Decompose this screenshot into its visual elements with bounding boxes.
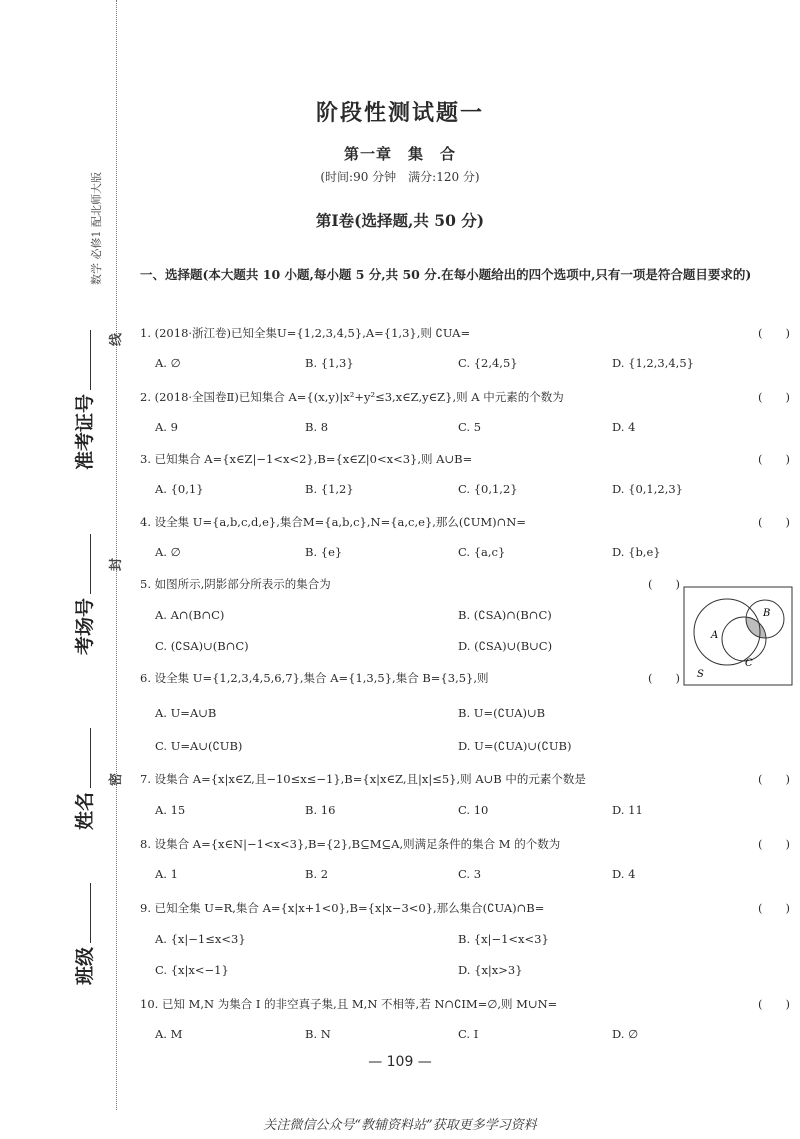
- option-a: A. {x|−1≤x<3}: [155, 932, 246, 946]
- option-a: A. A∩(B∩C): [155, 608, 225, 622]
- question-stem: 10. 已知 M,N 为集合 I 的非空真子集,且 M,N 不相等,若 N∩∁IM=∅,则 M∪N=: [140, 997, 558, 1011]
- cut-word-secret: 密: [109, 772, 125, 787]
- question-stem: 8. 设集合 A={x∈N|−1<x<3},B={2},B⊆M⊆A,则满足条件的集合 M 的个数为: [140, 837, 561, 851]
- class-field: [70, 883, 97, 985]
- answer-paren: ( ): [758, 515, 790, 529]
- option-b: B. {1,3}: [305, 356, 354, 370]
- option-d: D. U=(∁UA)∪(∁UB): [458, 739, 572, 753]
- name-label: 姓名: [74, 791, 96, 830]
- option-d: D. 4: [612, 420, 636, 434]
- answer-paren: ( ): [758, 837, 790, 851]
- binding-dotted-line: [116, 0, 117, 1110]
- option-b: B. U=(∁UA)∪B: [458, 706, 546, 720]
- option-b: B. 8: [305, 420, 329, 434]
- option-d: D. {1,2,3,4,5}: [612, 356, 694, 370]
- option-b: B. (∁SA)∩(B∩C): [458, 608, 552, 622]
- question-stem: 5. 如图所示,阴影部分所表示的集合为: [140, 577, 331, 591]
- option-c: C. 5: [458, 420, 482, 434]
- question-5: [140, 576, 680, 594]
- answer-paren: ( ): [758, 326, 790, 340]
- option-b: B. {1,2}: [305, 482, 354, 496]
- venn-diagram: [683, 586, 793, 686]
- option-d: D. 4: [612, 867, 636, 881]
- class-blank: [76, 883, 91, 943]
- question-stem: 7. 设集合 A={x|x∈Z,且−10≤x≤−1},B={x|x∈Z,且|x|≤5},则 A∪B 中的元素个数是: [140, 772, 586, 786]
- time-score-info: (时间:90 分钟 满分:120 分): [320, 170, 480, 184]
- option-b: B. 2: [305, 867, 329, 881]
- option-c: C. {x|x<−1}: [155, 963, 229, 977]
- question-stem: 4. 设全集 U={a,b,c,d,e},集合M={a,b,c},N={a,c,e},那么(∁UM)∩N=: [140, 515, 527, 529]
- volume-title: 第Ⅰ卷(选择题,共 50 分): [315, 211, 485, 230]
- question-stem: 3. 已知集合 A={x∈Z|−1<x<2},B={x∈Z|0<x<3},则 A∪B=: [140, 452, 473, 466]
- answer-paren: ( ): [758, 452, 790, 466]
- exam-id-field: [70, 330, 97, 470]
- exam-room-blank: [76, 534, 91, 594]
- option-a: A. U=A∪B: [155, 706, 217, 720]
- chapter-title: 第一章 集 合: [343, 145, 456, 163]
- set-a-label: A: [711, 630, 719, 641]
- cut-word-line: 线: [109, 332, 125, 347]
- question-4: [140, 514, 790, 532]
- question-7: [140, 771, 790, 789]
- question-3: [140, 451, 790, 469]
- option-b: B. N: [305, 1027, 331, 1041]
- option-d: D. {b,e}: [612, 545, 661, 559]
- option-a: A. 9: [155, 420, 178, 434]
- set-s-label: S: [697, 669, 704, 680]
- exam-id-blank: [76, 330, 91, 390]
- question-6: [140, 670, 680, 688]
- option-d: D. {x|x>3}: [458, 963, 523, 977]
- answer-paren: ( ): [648, 577, 680, 591]
- page-title: 阶段性测试题一: [315, 100, 484, 126]
- option-d: D. {0,1,2,3}: [612, 482, 683, 496]
- exam-room-label: 考场号: [74, 597, 96, 655]
- name-blank: [76, 728, 91, 788]
- question-2: [140, 389, 790, 407]
- question-stem: 1. (2018·浙江卷)已知全集U={1,2,3,4,5},A={1,3},则 ∁UA=: [140, 326, 471, 340]
- option-a: A. 15: [155, 803, 186, 817]
- question-8: [140, 836, 790, 854]
- option-c: C. {2,4,5}: [458, 356, 518, 370]
- option-d: D. (∁SA)∪(B∪C): [458, 639, 553, 653]
- question-stem: 2. (2018·全国卷Ⅱ)已知集合 A={(x,y)|x²+y²≤3,x∈Z,y∈Z},则 A 中元素的个数为: [140, 390, 564, 404]
- set-b-label: B: [763, 608, 771, 619]
- class-label: 班级: [74, 946, 96, 985]
- answer-paren: ( ): [648, 671, 680, 685]
- question-stem: 6. 设全集 U={1,2,3,4,5,6,7},集合 A={1,3,5},集合 B={3,5},则: [140, 671, 489, 685]
- option-b: B. {e}: [305, 545, 343, 559]
- option-b: B. 16: [305, 803, 336, 817]
- book-series-label: 数学 必修1 配北师大版: [90, 172, 103, 285]
- question-9: [140, 900, 790, 918]
- option-c: C. {0,1,2}: [458, 482, 518, 496]
- exam-id-label: 准考证号: [74, 393, 96, 470]
- answer-paren: ( ): [758, 997, 790, 1011]
- option-c: C. I: [458, 1027, 479, 1041]
- exam-room-field: [70, 534, 97, 655]
- option-d: D. 11: [612, 803, 643, 817]
- question-stem: 9. 已知全集 U=R,集合 A={x|x+1<0},B={x|x−3<0},那么集合(∁UA)∩B=: [140, 901, 545, 915]
- name-field: [70, 728, 97, 830]
- option-a: A. M: [155, 1027, 183, 1041]
- answer-paren: ( ): [758, 390, 790, 404]
- option-b: B. {x|−1<x<3}: [458, 932, 549, 946]
- option-c: C. 10: [458, 803, 489, 817]
- option-a: A. {0,1}: [155, 482, 204, 496]
- option-a: A. ∅: [155, 545, 181, 559]
- question-10: [140, 996, 790, 1014]
- page-number: — 109 —: [368, 1054, 432, 1070]
- footer-note: 关注微信公众号“教辅资料站”获取更多学习资料: [263, 1118, 537, 1133]
- answer-paren: ( ): [758, 772, 790, 786]
- option-c: C. (∁SA)∪(B∩C): [155, 639, 249, 653]
- set-c-label: C: [745, 658, 753, 669]
- option-c: C. U=A∪(∁UB): [155, 739, 243, 753]
- option-d: D. ∅: [612, 1027, 639, 1041]
- option-a: A. ∅: [155, 356, 181, 370]
- option-c: C. 3: [458, 867, 482, 881]
- cut-word-seal: 封: [109, 557, 125, 572]
- answer-paren: ( ): [758, 901, 790, 915]
- section-instruction: 一、选择题(本大题共 10 小题,每小题 5 分,共 50 分.在每小题给出的四个选项中,只有一项是符合题目要求的): [140, 267, 752, 282]
- option-c: C. {a,c}: [458, 545, 506, 559]
- option-a: A. 1: [155, 867, 178, 881]
- question-1: [140, 325, 790, 343]
